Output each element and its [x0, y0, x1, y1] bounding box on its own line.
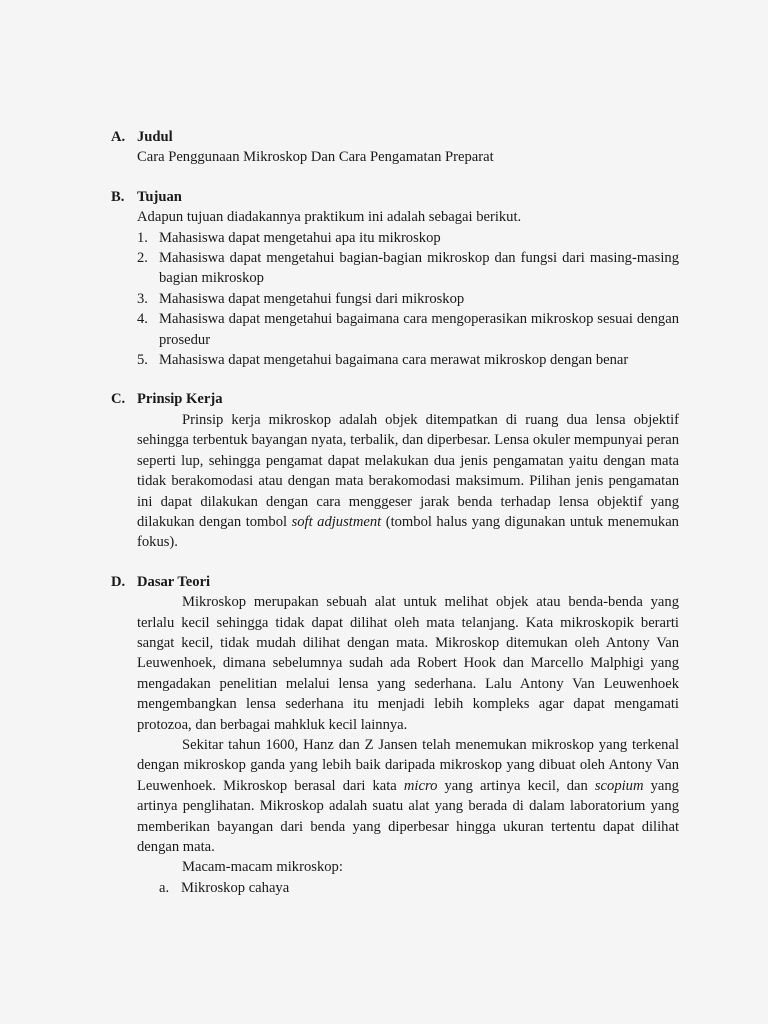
dasar-teori-paragraph-2 [137, 735, 679, 857]
list-text: Mahasiswa dapat mengetahui apa itu mikroskop [159, 229, 441, 246]
list-item [137, 248, 679, 289]
list-item [159, 878, 679, 898]
p2-text-a: Sekitar tahun 1600, Hanz dan Z Jansen telah menemukan mikroskop yang terkenal dengan mikroskop ganda yang lebih baik daripada mikroskop yang dibuat oleh Antony Van Leuwenhoek. Mikroskop berasal dari kata [137, 736, 679, 794]
section-title: Judul [137, 129, 173, 145]
list-number: 1. [137, 229, 148, 246]
section-dasar-teori [111, 572, 679, 899]
list-item [137, 289, 679, 309]
list-text: Mahasiswa dapat mengetahui fungsi dari mikroskop [159, 290, 465, 307]
section-title: Prinsip Kerja [137, 391, 223, 408]
list-text: Mahasiswa dapat mengetahui bagaimana cara merawat mikroskop dengan benar [159, 352, 629, 369]
dasar-teori-paragraph-1: Mikroskop merupakan sebuah alat untuk melihat objek atau benda-benda yang terlalu kecil sehingga tidak dapat dilihat oleh mata telanjang. Kata mikroskopik berarti sangat kecil, tidak mudah dilihat dengan mata. Mikroskop ditemukan oleh Antony Van Leuwenhoek, dimana sebelumnya sudah ada Robert Hook dan Marcello Malphigi yang mengadakan penelitian melalui lensa yang sederhana. Lalu Antony Van Leuwenhoek mengembangkan lensa sederhana itu menjadi lebih kompleks agar dapat mengamati protozoa, dan berbagai mahkluk kecil lainnya. [137, 594, 679, 733]
dasar-teori-body [137, 592, 679, 898]
prinsip-text-part1: Prinsip kerja mikroskop adalah objek ditempatkan di ruang dua lensa objektif sehingga terbentuk bayangan nyata, terbalik, dan diperbesar. Lensa okuler mempunyai peran seperti lup, sehingga pengamat dapat melakukan dua jenis pengamatan yaitu dengan mata tidak berakomodasi atau dengan mata berakomodasi maksimum. Pilihan jenis pengamatan ini dapat dilakukan dengan cara menggeser jarak benda terhadap lensa objektif yang dilakukan dengan tombol [137, 411, 679, 530]
list-item [137, 309, 679, 350]
types-intro: Macam-macam mikroskop: [182, 859, 343, 876]
section-heading [111, 187, 679, 207]
judul-text: Cara Penggunaan Mikroskop Dan Cara Pengamatan Preparat [137, 149, 494, 166]
tujuan-body [137, 207, 679, 370]
section-letter: B. [111, 188, 125, 205]
tujuan-intro: Adapun tujuan diadakannya praktikum ini adalah sebagai berikut. [137, 209, 522, 226]
section-heading [111, 389, 679, 409]
section-tujuan [111, 187, 679, 371]
prinsip-text-italic: soft adjustment [291, 513, 382, 530]
list-number: 5. [137, 352, 148, 369]
section-judul [111, 127, 679, 168]
list-item [137, 350, 679, 370]
list-number: 2. [137, 250, 148, 267]
list-number: 3. [137, 290, 148, 307]
section-prinsip-kerja [111, 389, 679, 552]
list-text: Mahasiswa dapat mengetahui bagaimana cara mengoperasikan mikroskop sesuai dengan prosedur [159, 311, 679, 348]
section-heading [111, 127, 679, 147]
list-text: Mikroskop cahaya [181, 879, 290, 896]
list-item [137, 228, 679, 248]
prinsip-paragraph [137, 410, 679, 553]
p2-text-c: yang artinya penglihatan. Mikroskop adalah suatu alat yang berada di dalam laboratorium yang memberikan bayangan dari benda yang diperbesar hingga ukuran tertentu dapat dilihat dengan mata. [137, 777, 679, 855]
prinsip-body [137, 410, 679, 553]
p2-italic-micro: micro [403, 777, 438, 794]
p2-text-b: yang artinya kecil, dan [437, 777, 595, 794]
section-title: Dasar Teori [137, 573, 211, 590]
list-text: Mahasiswa dapat mengetahui bagian-bagian mikroskop dan fungsi dari masing-masing bagian mikroskop [159, 250, 679, 287]
section-heading [111, 572, 679, 592]
tujuan-list [137, 228, 679, 371]
list-number: 4. [137, 311, 148, 328]
prinsip-text-part2: (tombol halus yang digunakan untuk menemukan fokus). [137, 513, 679, 551]
section-letter: D. [111, 573, 126, 590]
section-title: Tujuan [137, 188, 182, 205]
document-body [111, 127, 679, 917]
list-letter: a. [159, 879, 170, 896]
p2-italic-scopium: scopium [594, 777, 644, 794]
section-letter: C. [111, 391, 126, 408]
section-letter: A. [111, 129, 126, 145]
